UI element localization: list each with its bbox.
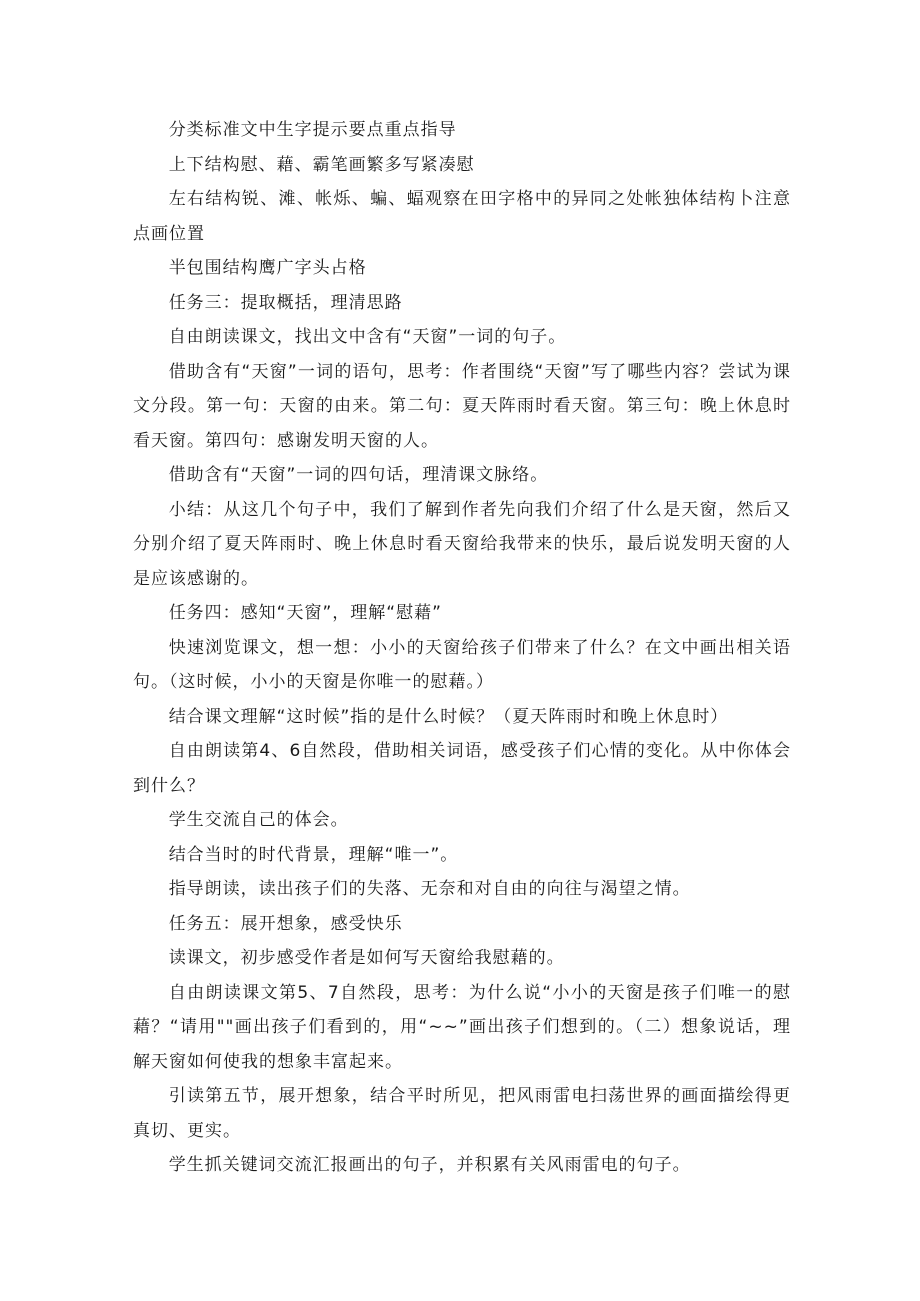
paragraph: 借助含有“天窗”一词的四句话，理清课文脉络。 <box>168 465 549 485</box>
document-body <box>133 113 791 1183</box>
task-heading: 任务三：提取概括，理清思路 <box>168 292 403 313</box>
paragraph: 快速浏览课文，想一想：小小的天窗给孩子们带来了什么？在文中画出相关语句。（这时候，小小的天窗是你唯一的慰藉。） <box>133 637 791 692</box>
paragraph: 借助含有“天窗”一词的语句，思考：作者围绕“天窗”写了哪些内容？尝试为课文分段。第一句：天窗的由来。第二句：夏天阵雨时看天窗。第三句：晚上休息时看天窗。第四句：感谢发明天窗的人。 <box>133 361 791 451</box>
paragraph: 学生抓关键词交流汇报画出的句子，并积累有关风雨雷电的句子。 <box>168 1155 691 1175</box>
paragraph: 学生交流自己的体会。 <box>168 810 349 830</box>
paragraph: 结合课文理解“这时候”指的是什么时候？（夏天阵雨时和晚上休息时） <box>168 706 729 727</box>
paragraph: 自由朗读课文，找出文中含有“天窗”一词的句子。 <box>168 327 567 347</box>
paragraph: 自由朗读第4、6自然段，借助相关词语，感受孩子们心情的变化。从中你体会到什么？ <box>133 741 791 796</box>
paragraph: 指导朗读，读出孩子们的失落、无奈和对自由的向往与渴望之情。 <box>168 879 691 899</box>
paragraph: 结合当时的时代背景，理解“唯一”。 <box>168 844 459 865</box>
paragraph: 读课文，初步感受作者是如何写天窗给我慰藉的。 <box>168 948 565 968</box>
paragraph: 分类标准文中生字提示要点重点指导 <box>168 120 457 140</box>
paragraph: 引读第五节，展开想象，结合平时所见，把风雨雷电扫荡世界的画面描绘得更真切、更实。 <box>133 1086 791 1141</box>
task-heading: 任务四：感知“天窗”，理解“慰藉” <box>168 603 442 623</box>
task-heading: 任务五：展开想象，感受快乐 <box>168 913 403 934</box>
paragraph: 半包围结构鹰广字头占格 <box>168 258 367 278</box>
paragraph: 小结：从这几个句子中，我们了解到作者先向我们介绍了什么是天窗，然后又分别介绍了夏天阵雨时、晚上休息时看天窗给我带来的快乐，最后说发明天窗的人是应该感谢的。 <box>133 499 791 589</box>
paragraph: 上下结构慰、藉、霸笔画繁多写紧凑慰 <box>168 154 475 175</box>
paragraph: 自由朗读课文第5、7自然段，思考：为什么说“小小的天窗是孩子们唯一的慰藉？“请用""画出孩子们看到的，用“~~”画出孩子们想到的。（二）想象说话，理解天窗如何使我的想象丰富起来。 <box>133 982 791 1072</box>
paragraph: 左右结构锐、滩、帐烁、蝙、蝠观察在田字格中的异同之处帐独体结构卜注意点画位置 <box>133 189 791 244</box>
